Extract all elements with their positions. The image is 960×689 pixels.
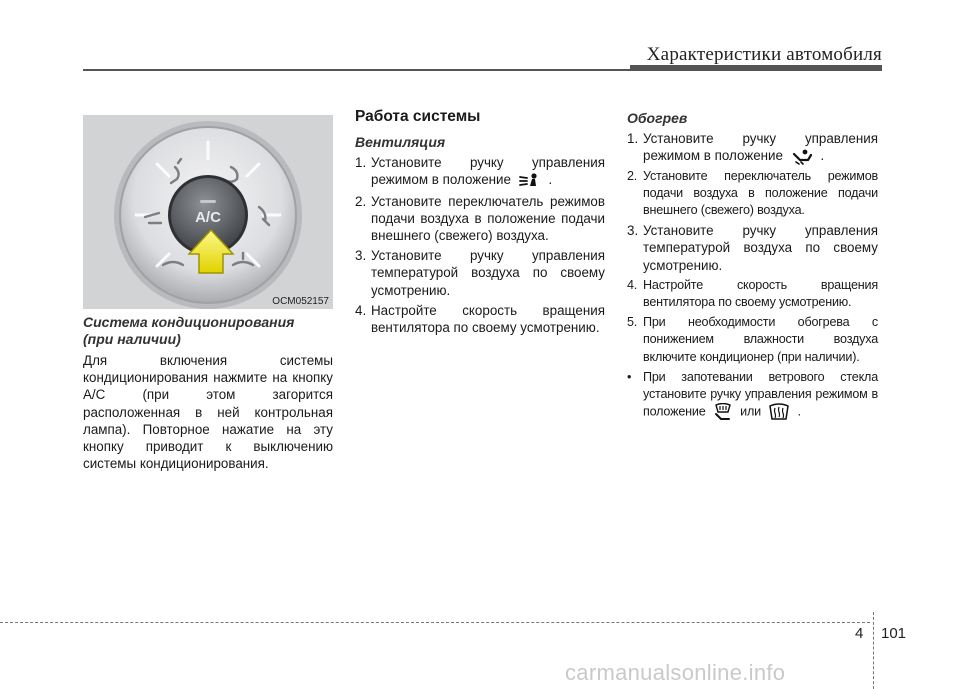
list-item xyxy=(627,168,878,220)
list-item-number: 2. xyxy=(627,168,638,183)
face-vent-icon xyxy=(519,172,541,190)
column-2 xyxy=(355,107,605,339)
list-item-text-end: . xyxy=(548,172,553,188)
list-item-number: 5. xyxy=(627,315,638,330)
ac-system-heading: Система кондиционирования xyxy=(83,314,295,330)
list-item-bullet xyxy=(627,369,878,421)
watermark: carmanualsonline.info xyxy=(565,660,786,685)
ac-button-label: A/C xyxy=(195,209,221,226)
bullet-text-end: . xyxy=(797,404,801,419)
section-number: 4 xyxy=(855,625,864,642)
list-item xyxy=(627,222,878,274)
climate-knob-figure xyxy=(83,115,333,309)
list-item-number: 4. xyxy=(627,277,638,292)
column-1 xyxy=(83,314,333,472)
floor-vent-icon xyxy=(791,149,813,165)
list-item xyxy=(627,277,878,311)
ac-system-paragraph: Для включения системы кондиционирования нажмите на кнопку A/C (при этом загорится расположенная в ней контрольная лампа). Повторное нажатие на эту кнопку приводит к выключению системы кондиционирования. xyxy=(83,353,333,472)
list-item-text: Установите ручку управления режимом в положение xyxy=(643,131,878,164)
list-item xyxy=(627,314,878,366)
list-item-text: При необходимости обогрева с понижением влажности воздуха включите кондиционер (при наличии). xyxy=(643,315,878,364)
list-item-text-end: . xyxy=(820,148,825,164)
ventilation-steps xyxy=(355,154,605,336)
list-item xyxy=(627,130,878,165)
page-header-title: Характеристики автомобиля xyxy=(646,44,882,65)
page-number: 101 xyxy=(881,625,907,642)
footer-rule xyxy=(0,622,870,623)
list-item xyxy=(355,154,605,190)
footer-divider xyxy=(873,612,874,689)
list-item-text: Установите ручку управления температурой воздуха по своему усмотрению. xyxy=(643,223,878,273)
ventilation-heading: Вентиляция xyxy=(355,134,446,150)
list-item-number: 2. xyxy=(355,193,367,209)
bullet-mark: • xyxy=(627,369,632,384)
list-item-text: Установите ручку управления режимом в положение xyxy=(371,155,605,188)
section-title: Работа системы xyxy=(355,108,481,125)
list-item-number: 3. xyxy=(355,248,367,264)
list-item-text: Установите переключатель режимов подачи воздуха в положение подачи внешнего (свежего) воздуха. xyxy=(371,193,605,244)
list-item-number: 1. xyxy=(355,155,367,170)
list-item xyxy=(355,193,605,245)
heating-heading: Обогрев xyxy=(627,110,688,126)
figure-code: OCM052157 xyxy=(272,296,329,307)
list-item-number: 3. xyxy=(627,223,639,239)
list-item xyxy=(355,247,605,299)
bullet-text-or: или xyxy=(740,404,761,419)
list-item-number: 1. xyxy=(627,131,639,146)
bullet-text: При запотевании ветрового стекла установите ручку управления режимом в положение xyxy=(643,369,878,419)
list-item-text: Установите переключатель режимов подачи воздуха в положение подачи внешнего (свежего) воздуха. xyxy=(643,168,878,218)
list-item-text: Установите ручку управления температурой воздуха по своему усмотрению. xyxy=(371,248,605,298)
climate-knob-illustration xyxy=(83,115,333,309)
list-item-text: Настройте скорость вращения вентилятора по своему усмотрению. xyxy=(643,277,878,310)
list-item-number: 4. xyxy=(355,302,367,318)
header-rule-accent xyxy=(630,65,882,71)
column-3 xyxy=(627,107,878,424)
floor-defrost-icon xyxy=(713,403,733,421)
windshield-defrost-icon xyxy=(768,403,790,421)
ac-system-heading-note: (при наличии) xyxy=(83,331,181,347)
heating-steps xyxy=(627,130,878,421)
list-item-text: Настройте скорость вращения вентилятора по своему усмотрению. xyxy=(371,302,605,336)
list-item xyxy=(355,302,605,336)
